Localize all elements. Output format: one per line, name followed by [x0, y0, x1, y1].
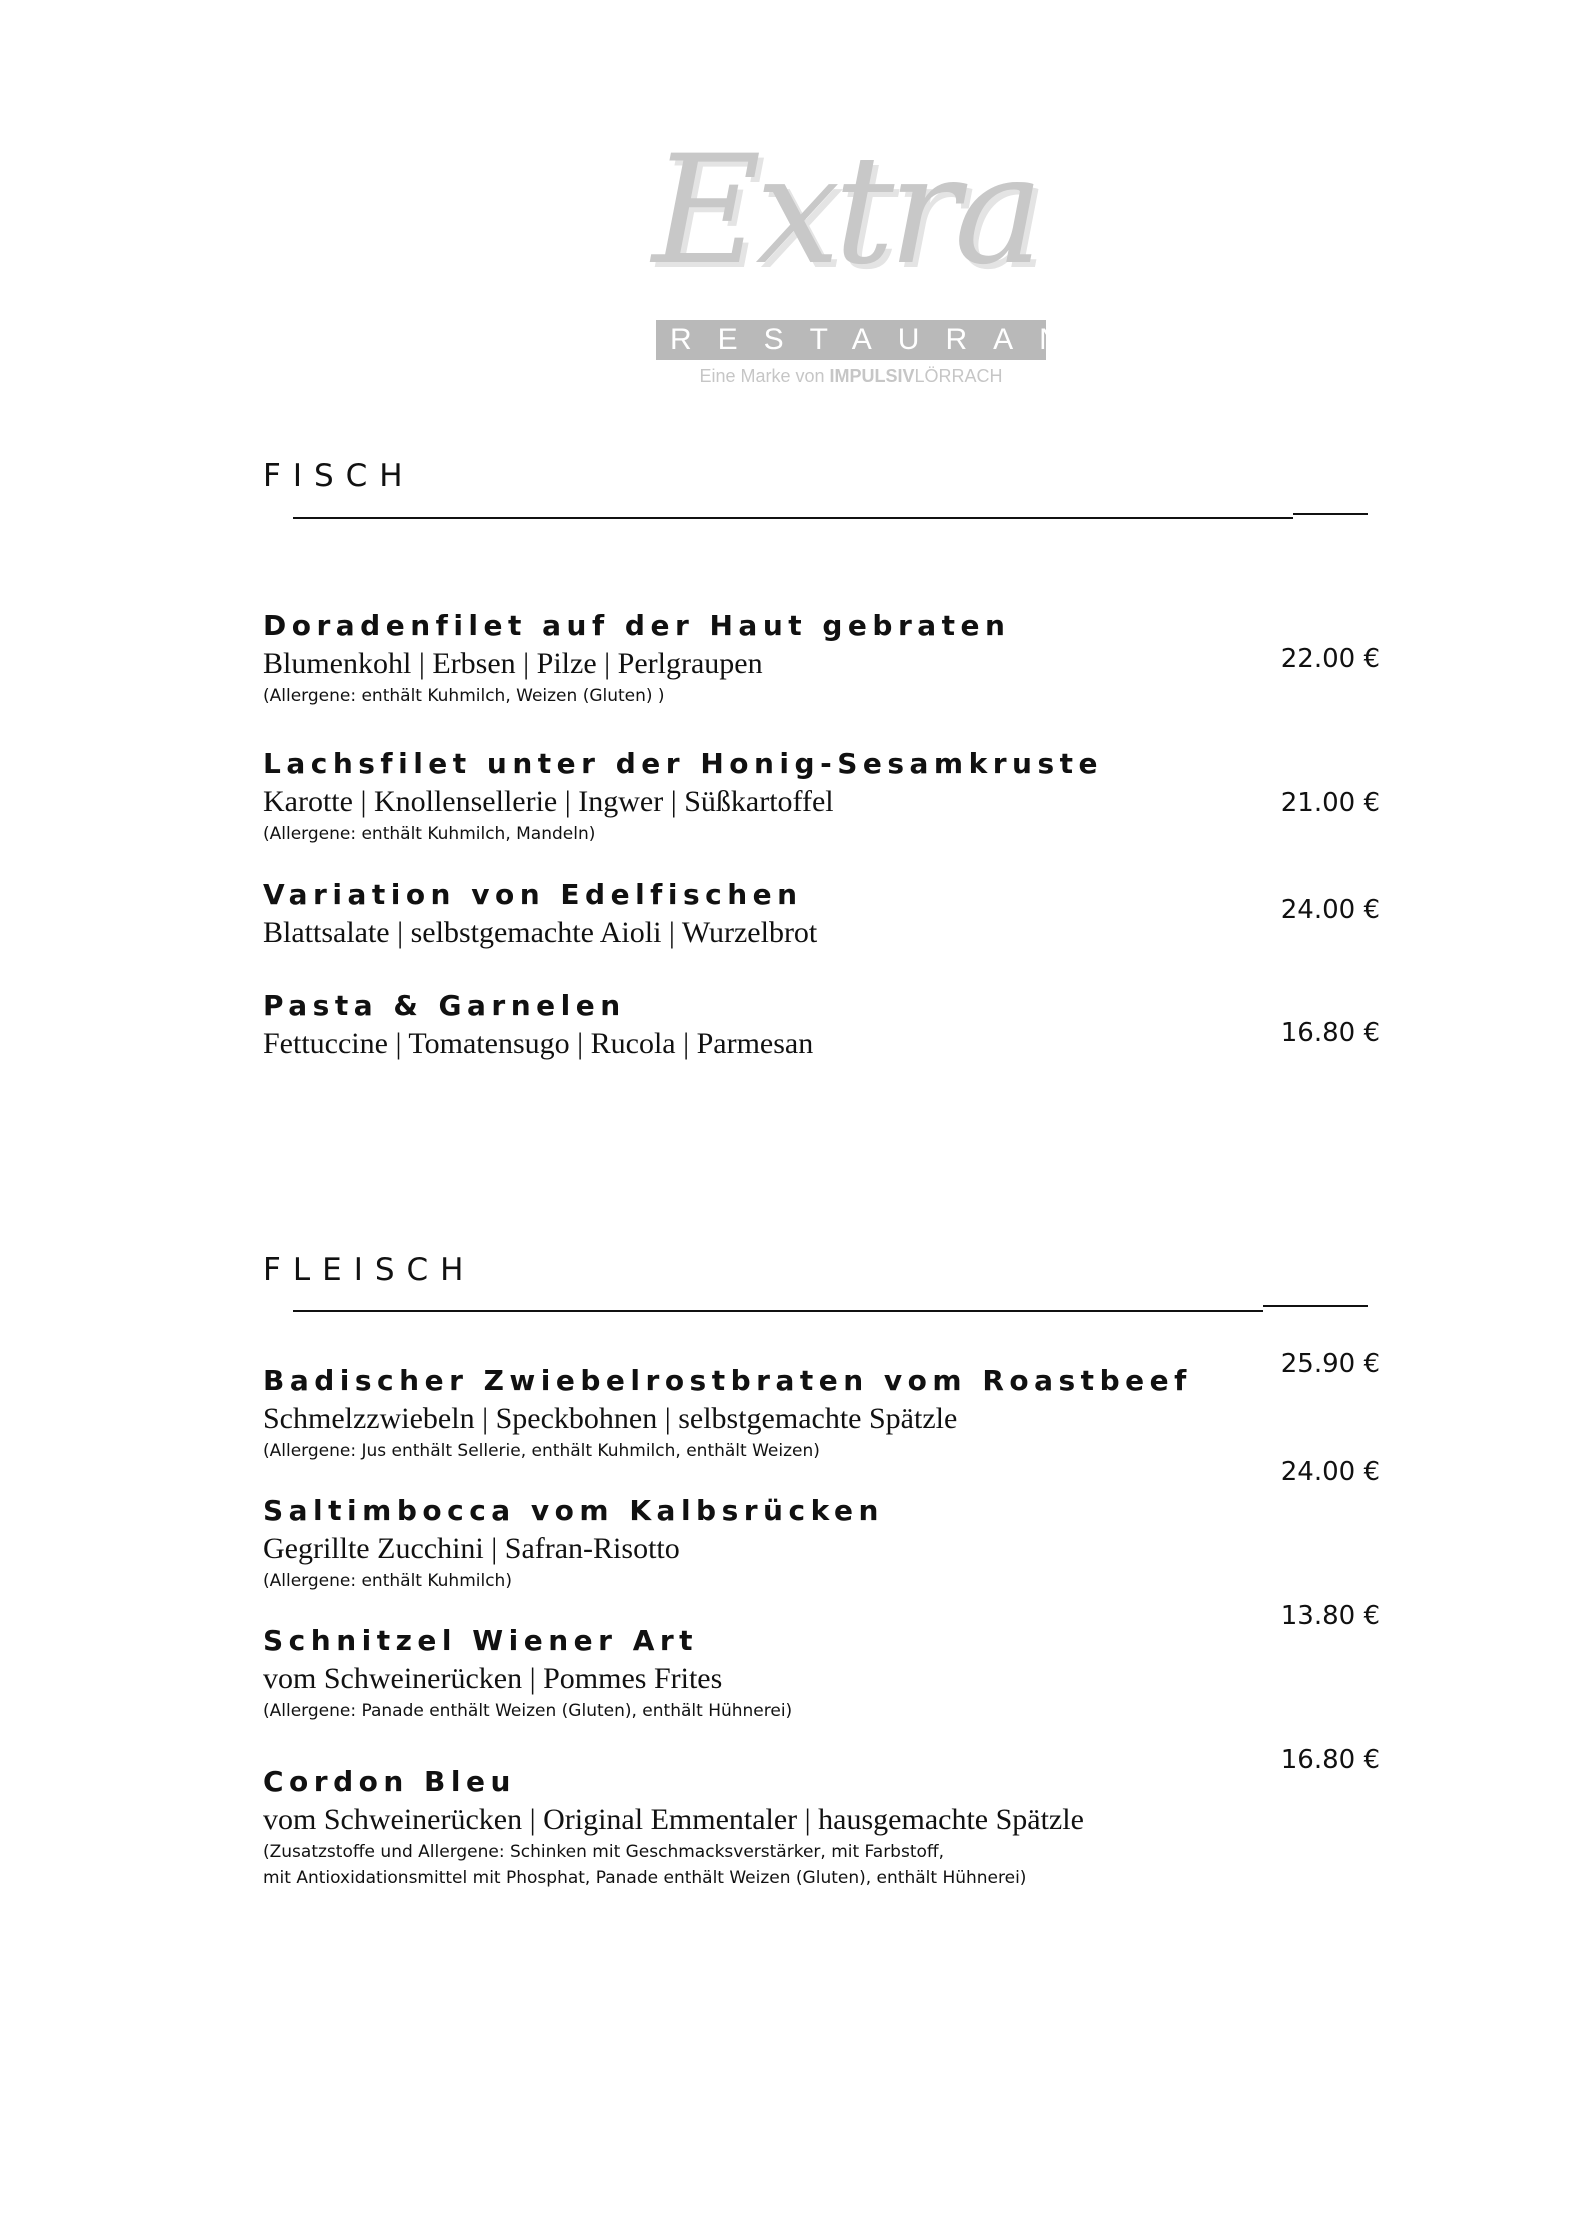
section-divider [293, 517, 1293, 519]
menu-item-allergens-continued: mit Antioxidationsmittel mit Phosphat, Panade enthält Weizen (Gluten), enthält Hühnerei) [263, 1868, 1027, 1888]
menu-item-allergens: (Zusatzstoffe und Allergene: Schinken mit Geschmacksverstärker, mit Farbstoff, [263, 1842, 945, 1862]
menu-item-price: 22.00 € [1280, 644, 1380, 674]
menu-item-allergens: (Allergene: Jus enthält Sellerie, enthält Kuhmilch, enthält Weizen) [263, 1441, 820, 1461]
restaurant-logo [648, 124, 1132, 390]
section-divider [293, 1310, 1263, 1312]
menu-item-price: 24.00 € [1280, 1457, 1380, 1487]
menu-item-allergens: (Allergene: enthält Kuhmilch, Mandeln) [263, 824, 596, 844]
menu-item-price: 21.00 € [1280, 788, 1380, 818]
logo-tagline [656, 366, 1046, 387]
menu-item-name: Lachsfilet unter der Honig-Sesamkruste [263, 747, 1103, 780]
menu-item-description: Karotte | Knollensellerie | Ingwer | Süßkartoffel [263, 785, 834, 818]
logo-tagline-plain: Eine Marke von [699, 366, 830, 386]
menu-item [263, 1362, 1263, 1464]
menu-item-price: 25.90 € [1280, 1349, 1380, 1379]
menu-item-description: Schmelzzwiebeln | Speckbohnen | selbstgemachte Spätzle [263, 1402, 958, 1435]
menu-item-name: Cordon Bleu [263, 1765, 516, 1798]
menu-item [263, 1763, 1263, 1891]
menu-item-allergens: (Allergene: enthält Kuhmilch, Weizen (Gluten) ) [263, 686, 665, 706]
section-divider-accent [1293, 513, 1368, 515]
logo-script-text: Extra [652, 124, 1038, 298]
logo-tagline-bold: IMPULSIV [829, 366, 915, 386]
menu-item-price: 13.80 € [1280, 1601, 1380, 1631]
menu-item-description: Blumenkohl | Erbsen | Pilze | Perlgraupen [263, 647, 763, 680]
menu-item-name: Variation von Edelfischen [263, 878, 803, 911]
menu-item-description: Blattsalate | selbstgemachte Aioli | Wurzelbrot [263, 916, 818, 949]
section-title-fisch: FISCH [263, 458, 415, 494]
logo-subtitle-bar: RESTAURANT [656, 320, 1046, 360]
menu-item-description: Gegrillte Zucchini | Safran-Risotto [263, 1532, 680, 1565]
menu-item-price: 16.80 € [1280, 1745, 1380, 1775]
menu-item-allergens: (Allergene: Panade enthält Weizen (Gluten), enthält Hühnerei) [263, 1701, 793, 1721]
menu-item-allergens: (Allergene: enthält Kuhmilch) [263, 1571, 512, 1591]
menu-item-price: 24.00 € [1280, 895, 1380, 925]
menu-item-description: vom Schweinerücken | Original Emmentaler | hausgemachte Spätzle [263, 1803, 1084, 1836]
menu-item [263, 607, 1263, 709]
menu-item [263, 987, 1263, 1063]
menu-item-name: Doradenfilet auf der Haut gebraten [263, 609, 1011, 642]
menu-item-name: Badischer Zwiebelrostbraten vom Roastbeef [263, 1364, 1192, 1397]
menu-item-description: Fettuccine | Tomatensugo | Rucola | Parmesan [263, 1027, 814, 1060]
menu-item-name: Saltimbocca vom Kalbsrücken [263, 1494, 884, 1527]
menu-item [263, 1492, 1263, 1594]
menu-item [263, 876, 1263, 952]
section-title-fleisch: FLEISCH [263, 1252, 476, 1288]
menu-item-name: Pasta & Garnelen [263, 989, 626, 1022]
menu-item-name: Schnitzel Wiener Art [263, 1624, 699, 1657]
menu-item [263, 745, 1263, 847]
menu-item-price: 16.80 € [1280, 1018, 1380, 1048]
section-divider-accent [1263, 1305, 1368, 1307]
menu-item-description: vom Schweinerücken | Pommes Frites [263, 1662, 723, 1695]
logo-tagline-end: LÖRRACH [914, 366, 1003, 386]
menu-item [263, 1622, 1263, 1724]
